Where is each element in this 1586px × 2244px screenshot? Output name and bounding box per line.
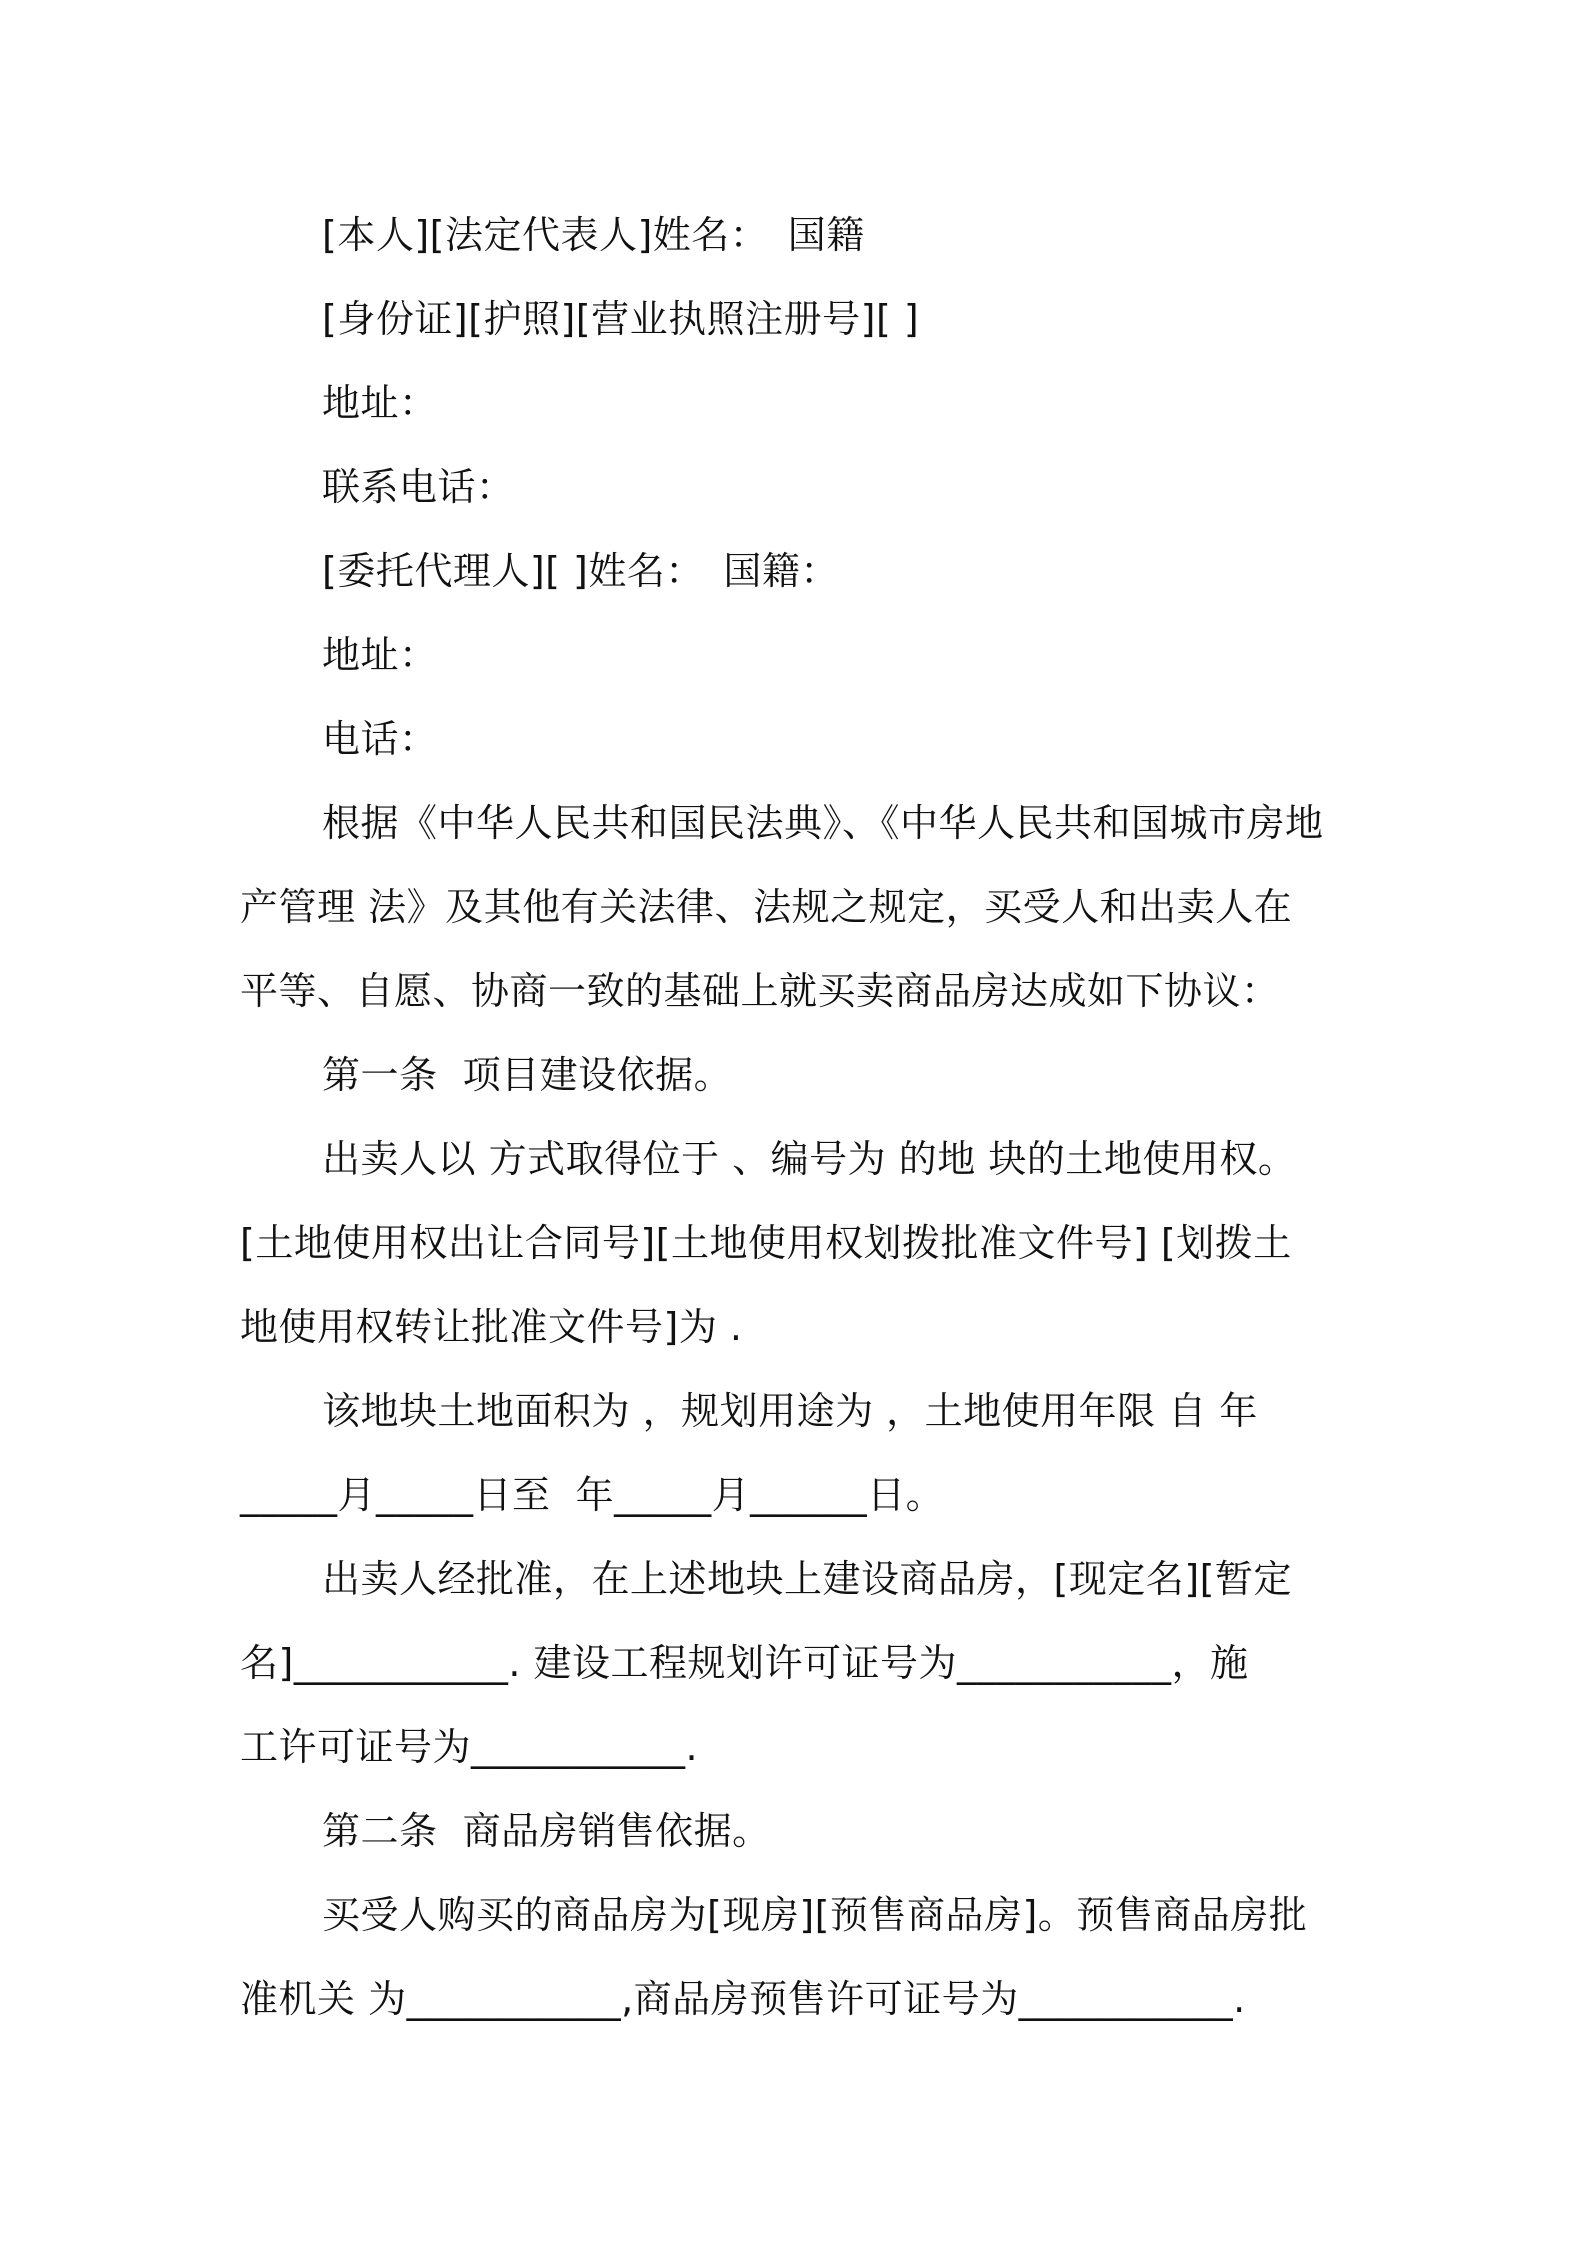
article-1-line-3: 地使用权转让批准文件号]为 . (240, 1305, 743, 1349)
article-1-line-1: 出卖人以 方式取得位于 、编号为 的地 块的土地使用权。 (322, 1137, 1297, 1181)
article-2-line-2: 准机关 为___________,商品房预售许可证号为___________. (240, 1977, 1246, 2021)
agent-address-line: 地址： (322, 633, 438, 677)
article-1-heading: 第一条 项目建设依据。 (322, 1053, 733, 1097)
party-name-nationality-line: [本人][法定代表人]姓名： 国籍 (322, 213, 865, 257)
article-1-line-5: _____月_____日至 年_____月______日。 (240, 1473, 945, 1517)
article-1-line-8: 工许可证号为___________. (240, 1725, 699, 1769)
article-1-line-2: [土地使用权出让合同号][土地使用权划拨批准文件号] [划拨土 (240, 1221, 1292, 1265)
article-1-line-4: 该地块土地面积为 ，规划用途为 ，土地使用年限 自 年 (322, 1389, 1258, 1433)
preamble-line-2: 产管理 法》及其他有关法律、法规之规定，买受人和出卖人在 (240, 885, 1293, 929)
party-id-line: [身份证][护照][营业执照注册号][ ] (322, 297, 920, 341)
preamble-line-1: 根据《中华人民共和国民法典》、《中华人民共和国城市房地 (322, 801, 1324, 845)
article-1-line-7: 名]___________. 建设工程规划许可证号为___________，施 (240, 1641, 1249, 1685)
party-phone-line: 联系电话： (322, 465, 515, 509)
article-1-line-6: 出卖人经批准，在上述地块上建设商品房，[现定名][暂定 (322, 1557, 1292, 1601)
party-address-line: 地址： (322, 381, 438, 425)
article-2-line-1: 买受人购买的商品房为[现房][预售商品房]。预售商品房批 (322, 1893, 1308, 1937)
agent-phone-line: 电话： (322, 717, 438, 761)
article-2-heading: 第二条 商品房销售依据。 (322, 1809, 771, 1853)
contract-text-body (240, 193, 1350, 2041)
preamble-line-3: 平等、自愿、协商一致的基础上就买卖商品房达成如下协议： (240, 969, 1280, 1013)
agent-name-nationality-line: [委托代理人][ ]姓名： 国籍： (322, 549, 839, 593)
